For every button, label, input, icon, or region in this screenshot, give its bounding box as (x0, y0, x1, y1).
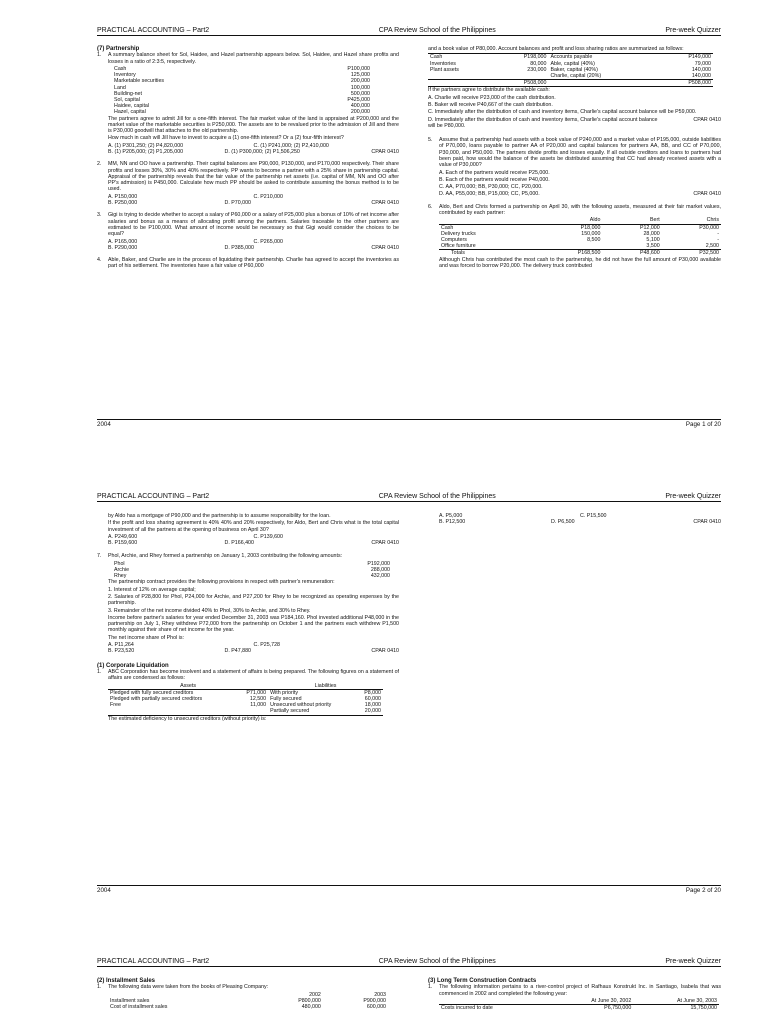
text-p2-q7_text: Phol, Archie, and Rhey formed a partnership on January 1, 2003 contributing the following amounts: (108, 553, 343, 560)
text-p1-q1_items-6-label: Haidee, capital (114, 103, 150, 110)
text-p1-q1_items-6-amount: 400,000 (350, 103, 370, 110)
text-header-left: PRACTICAL ACCOUNTING – Part2 (97, 493, 210, 500)
text-p1-r_table-2-0: Plant assets (430, 66, 459, 73)
text-p1-q2_text: MM, NN and OO have a partnership. Their capital balances are P90,000, P130,000, and P170,000 respectively. Their share profits and losses 30%, 30% and 40% respectively. PP wants to become a partner with a 25% share in partnership capital. Appraisal of the partnership reveals that the fair value of the partnership net assets (i.e. capital of MM, NN and OO after PP's admission) is P450,000. Calculate how much PP should be asked to contribute assuming the bonus method is to be used. (108, 161, 399, 193)
text-p1-r_table-1-0: Inventories (430, 60, 456, 67)
text-p2-q7_items-0-label: Phol (114, 560, 125, 567)
text-p2-r_c: C. P15,500 (580, 513, 607, 519)
text-p1-r_table-2-3: 140,000 (691, 66, 711, 73)
text-p2-t_c: C. P139,600 (253, 533, 283, 540)
text-p1-q6_rows-3-3: 2,500 (705, 243, 719, 250)
question: 7. Phol, Archie, and Rhey formed a partnership on January 1, 2003 contributing the following amounts: Phol P192,000 Archie 288,000 Rhey 432,000 The partnership contract provides the following provisions in respect with partner's remuneration: 1. Interest of 12% on average capital; 2. Salaries of P28,800 for Phol, P24,000 for Archie, and P27,200 for Rhey to be recognized as operating expenses by the partnership. 3. Remainder of the net income divided 40% to Phol, 30% to Archie, and 30% to Rhey. Income before partner's salaries for year ended December 31, 2003 was P184,160. Phol invested additional P48,000 in the partnership on July 1, Rhey withdrew P72,000 from the partnership on October 1 and the partners each withdrew P1,500 monthly against their share of net income for the year. The net income share of Phol is: A. P11,264 C. P25,728 B. P23,520 D. P47,880 CPAR 0410 (97, 553, 399, 655)
text-p3-q9_text: The following data were taken from the books of Pleasing Company: (108, 984, 269, 991)
text-p1-q2_src: CPAR 0410 (371, 200, 399, 207)
text-p1-q5_a: A. Each of the partners would receive P25,000. (439, 169, 550, 176)
section-title: (3) Long Term Construction Contracts (428, 978, 537, 984)
text-p1-q6_head-2: Bert (602, 217, 661, 224)
question: 1. ABC Corporation has become insolvent and a statement of affairs is being prepared. The following figures on a statement of affairs are condensed as follows: Assets Liabilities Pledged with fully secured creditors P71,000 With priority P8,000 Pledged with partially secured creditors 12,500 Fully secured 60,000 Free 11,000 Unsecured without priority 18,000 Partially secured 20,000 The estimated deficiency to unsecured creditors (without priority) is: (97, 668, 399, 722)
construction-table (439, 998, 719, 1011)
text-p1-q6_rows-2-0: Computers (441, 236, 467, 243)
text-p1-r_table-0-3: P149,000 (688, 54, 711, 61)
text-p1-r_table-0-0: Cash (430, 54, 443, 61)
text-p1-r_text1: and a book value of P80,000. Account balances and profit and loss sharing ratios are summarized as follows: (428, 46, 684, 52)
text-p1-q1_items-1-label: Inventory (114, 72, 136, 79)
section-title: (7) Partnership (97, 46, 140, 52)
text-p3-q9_head-2: 2003 (374, 991, 386, 998)
text-p2-q7_items-2-label: Rhey (114, 573, 127, 580)
footer-page: Page 1 of 20 (685, 421, 721, 428)
text-p2-q7_items-1-amount: 288,000 (370, 566, 390, 573)
text-p1-q2_b: B. P250,000 (108, 200, 138, 207)
text-p3-q10_head-0 (439, 998, 548, 1005)
text-p2-q8_rows-2-2: Unsecured without priority (270, 702, 332, 709)
text-p1-r_table-1-3: 79,000 (694, 60, 711, 67)
page-1 (0, 0, 768, 430)
text-p2-q8_rows-2-0: Free (110, 702, 121, 709)
page-footer (97, 419, 721, 428)
text-p2-r_b: B. P12,500 (439, 519, 466, 526)
text-p2-r_d: D. P6,500 (551, 519, 575, 526)
text-p1-q1_items-3-label: Land (114, 84, 126, 91)
text-header-left: PRACTICAL ACCOUNTING – Part2 (97, 958, 210, 965)
text-p2-q8_rows-2-1: 11,000 (250, 702, 267, 709)
text-footer-page2: Page 2 of 20 (685, 887, 721, 894)
text-p2-q7_items-0-amount: P192,000 (367, 560, 390, 567)
text-p2-t_src: CPAR 0410 (371, 540, 399, 547)
text-p1-q6_rows-4-3: P32,500 (662, 250, 721, 257)
text-p1-q1_d: D. (1) P300,000; (2) P1,506,250 (224, 149, 300, 155)
text-p1-q1_b: B. (1) P205,000; (2) P1,205,000 (108, 149, 184, 155)
page-header (97, 958, 721, 967)
text-p2-t1: by Aldo has a mortgage of P90,000 and the partnership is to assume responsibility for the loan. (108, 513, 331, 519)
text-p1-r_tot2: P508,000 (659, 80, 713, 87)
text-p1-q6_rows-0-2: P12,000 (639, 224, 660, 231)
text-p1-q1_items-7-label: Hazel, capital (114, 109, 146, 116)
text-p1-q6_head-3: Chris (662, 217, 721, 224)
text-p2-q7_list-2: 3. Remainder of the net income divided 40% to Phol, 30% to Archie, and 30% to Rhey. (108, 607, 311, 614)
text-p3-q10_rows-0-2: 15,750,000 (690, 1005, 717, 1012)
left-column (97, 513, 399, 723)
text-p1-q1_items-4-label: Building-net (114, 90, 142, 97)
text-p3-q9_rows-1-1: 480,000 (301, 1004, 321, 1010)
text-p2-t2: If the profit and loss sharing agreement is 40% 40% and 20% respectively, for Aldo, Bert and Chris what is the total capital investment of all the partners at the opening of business on April 30? (108, 520, 399, 533)
text-p3-q9_rows-0-1: P800,000 (298, 997, 321, 1004)
text-p2-q7_d: D. P47,880 (224, 648, 252, 655)
text-p3-q10_head-1: At June 30, 2002 (548, 998, 634, 1005)
choices (428, 519, 721, 525)
text-p1-q1_items-7-amount: 200,000 (350, 109, 370, 116)
text-header-center: CPA Review School of the Philippines (378, 958, 496, 965)
text-p2-q8_rows-1-0: Pledged with partially secured creditors (110, 695, 203, 702)
text-p1-q1_items-2-amount: 200,000 (350, 78, 370, 85)
header-left: PRACTICAL ACCOUNTING – Part2 (97, 27, 210, 34)
question: 1. The following data were taken from the books of Pleasing Company: 2002 2003 Installment sales P800,000 P900,000 Cost of installment sales 480,000 600,000 (97, 984, 399, 1010)
text-p1-q1_items-1-amount: 125,000 (350, 72, 370, 79)
text-p2-q8_rows-1-1: 12,500 (249, 695, 267, 702)
text-p1-q6_head-0 (439, 217, 536, 224)
choices (428, 117, 721, 130)
text-p2-q8_rows-0-2: With priority (270, 689, 299, 696)
text-p2-r_a: A. P5,000 (439, 513, 463, 519)
text-p1-q6_rows-1-3: - (717, 230, 719, 237)
text-p1-q6_rows-1-0: Delivery trucks (441, 230, 476, 237)
text-p2-q7_text3: Income before partner's salaries for year ended December 31, 2003 was P184,160. Phol invested additional P48,000 in the partnership on July 1, Rhey withdrew P72,000 from the partnership on October 1 and the partners each withdrew P1,500 monthly against their share of net income for the year. (108, 614, 399, 634)
text-p1-q4_text: Able, Baker, and Charlie are in the process of liquidating their partnership. Charlie has agreed to accept the inventories as part of his settlement. The inventories have a fair value of P60,000 (108, 257, 399, 270)
text-p2-q7_items-2-amount: 432,000 (370, 573, 390, 580)
text-p1-q6_head-1: Aldo (536, 217, 603, 224)
header-center: CPA Review School of the Philippines (378, 27, 496, 34)
text-p1-q3_a: A. P165,000 (108, 238, 138, 245)
text-p3-q10_head-2: At June 30, 2003 (633, 998, 719, 1005)
text-p1-q6_rows-3-1 (536, 243, 603, 250)
question: 2. MM, NN and OO have a partnership. Their capital balances are P90,000, P130,000, and P170,000 respectively. Their share profits and losses 30%, 30% and 40% respectively. PP wants to become a partner with a 25% share in partnership capital. Appraisal of the partnership reveals that the fair value of the partnership net assets (i.e. capital of MM, NN and OO after PP's admission) is P450,000. Calculate how much PP should be asked to contribute assuming the bonus method is to be used. A. P150,000 C. P210,000 B. P250,000 D. P70,000 CPAR 0410 (97, 161, 399, 207)
text-p1-q5_d: D. AA, P55,000; BB, P15,000; CC, P5,000. (439, 191, 540, 198)
text-p1-q1_items-3-amount: 100,000 (350, 84, 370, 91)
text-p1-q6_rows-0-0: Cash (441, 224, 454, 231)
right-column (428, 513, 721, 526)
text-p2-q7_b: B. P23,520 (108, 648, 135, 655)
text-p1-r_src: CPAR 0410 (693, 116, 721, 123)
text-p3-q10_rows-0-1: P6,750,000 (604, 1005, 632, 1012)
text-p2-q8_rows-3-3: 20,000 (355, 708, 383, 715)
liquidation-table (428, 53, 713, 87)
text-header-center: CPA Review School of the Philippines (378, 493, 496, 500)
question: 6. Aldo, Bert and Chris formed a partnership on April 30, with the following assets, measured at their fair market values, contributed by each partner: Aldo Bert Chris Cash P18,000 P12,000 P30,000 Delivery trucks 150,000 28,000 - Computers 8,500 5,100 - Office furniture 3,500 2,500 Totals P168,500 P48,600 P32,500 Although Chris has contributed the most cash to the partnership, he did not have the full amount of P30,000 available and was forced to borrow P20,000. The delivery truck contributed (428, 203, 721, 269)
text-p1-q3_text: Gigi is trying to decide whether to accept a salary of P60,000 or a salary of P25,000 plus a bonus of 10% of net income after salaries and bonus as a means of allocating profit among the partners. Salaries traceable to the other partners are estimated to be P100,000. What amount of income would be necessary so that Gigi would consider the choices to be equal? (108, 212, 399, 238)
text-p1-q6_rows-1-2: 28,000 (643, 230, 660, 237)
text-p1-q6_text2: Although Chris has contributed the most cash to the partnership, he did not have the full amount of P30,000 available and was forced to borrow P20,000. The delivery truck contributed (439, 256, 721, 269)
text-p1-r_table-1-1: 80,000 (530, 60, 547, 67)
text-p2-q8_rows-0-3: P8,000 (364, 689, 381, 696)
header-right: Pre-week Quizzer (665, 27, 721, 34)
choices (108, 149, 399, 155)
text-p1-r_table-0-1: P198,000 (523, 54, 547, 61)
question: 1. The following information pertains to a river-control project of Rafhaus Konstrukt Inc. in Santiago, Isabela that was commenced in 2002 and completed the following year: At June 30, 2002 At June 30, 2003 Costs incurred to date P6,750,000 15,750,000 (428, 984, 721, 1012)
text-p1-q1_a: A. (1) P301,250; (2) P4,820,000 (108, 142, 184, 149)
text-p1-q1_items-4-amount: 500,000 (350, 90, 370, 97)
text-p2-q8_rows-1-2: Fully secured (270, 695, 302, 702)
text-p2-q7_c: C. P25,728 (253, 642, 281, 649)
text-p1-q1_text3: How much in cash will Jill have to invest to acquire a (1) one-fifth interest? Or a (2) four-fifth interest? (108, 135, 344, 142)
text-p1-q6_rows-2-1: 8,500 (587, 236, 601, 243)
choices (108, 245, 399, 251)
text-p2-q8_head-1: Liabilities (268, 683, 383, 690)
text-p2-q8_rows-0-0: Pledged with fully secured creditors (110, 689, 194, 696)
text-p1-q3_b: B. P290,000 (108, 244, 138, 251)
text-p1-r_table-1-2: Able, capital (40%) (550, 60, 595, 67)
text-p2-q7_list-0: 1. Interest of 12% on average capital; (108, 586, 196, 593)
text-p1-q1_items-2-label: Marketable securities (114, 78, 165, 85)
section-title: (1) Corporate Liquidation (97, 662, 169, 669)
contribution-table (439, 217, 721, 256)
left-column (97, 46, 399, 271)
text-p1-q6_rows-4-1: P168,500 (536, 250, 603, 257)
text-p2-q7_text4: The net income share of Phol is: (108, 634, 184, 641)
text-p1-q1_src: CPAR 0410 (371, 149, 399, 155)
text-p1-q3_d: D. P385,000 (224, 244, 254, 251)
text-p1-q3_c: C. P265,000 (253, 238, 283, 245)
text-p1-r_table-2-1: 230,000 (527, 66, 547, 73)
text-p3-q9_rows-0-0: Installment sales (110, 997, 150, 1004)
text-p1-r_a: A. Charlie will receive P23,000 of the cash distribution. (428, 94, 556, 101)
text-p1-q5_c: C. AA, P70,000; BB, P30,000; CC, P20,000. (439, 184, 543, 191)
text-header-right: Pre-week Quizzer (665, 958, 721, 965)
contribution-table (112, 561, 392, 580)
section-title: (2) Installment Sales (97, 978, 156, 984)
right-column (428, 978, 721, 1011)
text-p1-q1_text2: The partners agree to admit Jill for a one-fifth interest. The fair market value of the land is appraised at P200,000 and the market value of the marketable securities is P250,000. The assets are to be revalued prior to the admission of Jill and there is P30,000 goodwill that attaches to the old partnership. (108, 115, 399, 135)
text-p2-q8_rows-2-3: 18,000 (364, 702, 381, 709)
text-p1-r_table-3-2: Charlie, capital (20%) (550, 72, 602, 79)
text-p1-r_d: D. Immediately after the distribution of cash and inventory items, Charlie's capital account balance will be P80,000. (428, 116, 658, 129)
page-header (97, 27, 721, 36)
text-p3-q9_rows-1-2: 600,000 (366, 1004, 386, 1010)
question: 3. Gigi is trying to decide whether to accept a salary of P60,000 or a salary of P25,000 plus a bonus of 10% of net income after salaries and bonus as a means of allocating profit among the partners. Salaries traceable to the other partners are estimated to be P100,000. What amount of income would be necessary so that Gigi would consider the choices to be equal? A. P165,000 C. P265,000 B. P290,000 D. P385,000 CPAR 0410 (97, 212, 399, 251)
text-p2-q7_text2: The partnership contract provides the following provisions in respect with partner's remuneration: (108, 579, 335, 586)
text-p1-q1_items-0-label: Cash (114, 65, 127, 72)
statement-of-affairs-table (108, 683, 383, 716)
text-p1-q1_c: C. (1) P241,000; (2) P2,410,000 (253, 142, 329, 149)
choices (108, 200, 399, 206)
text-p1-q6_rows-3-2: 3,500 (646, 243, 660, 250)
text-p2-q8_text: ABC Corporation has become insolvent and a statement of affairs is being prepared. The following figures on a statement of affairs are condensed as follows: (108, 668, 399, 682)
text-p1-q1_items-0-amount: P100,000 (347, 65, 370, 72)
text-p1-q2_d: D. P70,000 (224, 200, 252, 207)
question: 1. A summary balance sheet for Sol, Haidee, and Hazel partnership appears below. Sol, Haidee, and Hazel share profits and losses in a ratio of 2:3:5, respectively. Cash P100,000 Inventory 125,000 Marketable securities 200,000 Land 100,000 Building-net 500,000 Sol, capital P425,000 Haidee, capital 400,000 Hazel, capital 200,000 The partners agree to admit Jill for a one-fifth interest. The fair market value of the land is appraised at P200,000 and the market value of the marketable securities is P250,000. The assets are to be revalued prior to the admission of Jill and there is P30,000 goodwill that attaches to the old partnership. How much in cash will Jill have to invest to acquire a (1) one-fifth interest? Or a (2) four-fifth interest? A. (1) P301,250; (2) P4,820,000 C. (1) P241,000; (2) P2,410,000 B. (1) P205,000; (2) P1,205,000 D. (1) P300,000; (2) P1,506,250 CPAR 0410 (97, 52, 399, 155)
text-p1-q6_rows-4-2: P48,600 (602, 250, 661, 257)
text-p1-q6_rows-3-0: Office furniture (441, 243, 476, 250)
text-p2-q8_rows-1-3: 60,000 (364, 695, 381, 702)
text-p3-q9_rows-1-0: Cost of installment sales (110, 1004, 168, 1010)
text-p1-q2_c: C. P210,000 (253, 193, 283, 200)
text-p2-q7_list-1: 2. Salaries of P28,800 for Phol, P24,000 for Archie, and P27,200 for Rhey to be recognized as operating expenses by the partnership. (108, 593, 399, 607)
text-p2-r_src: CPAR 0410 (693, 519, 721, 526)
text-p3-q9_rows-0-2: P900,000 (363, 997, 386, 1004)
text-p1-q6_rows-4-0: Totals (439, 250, 536, 257)
text-p1-r_table-3-3: 140,000 (691, 72, 711, 79)
text-p2-t_d: D. P166,400 (224, 540, 254, 547)
text-p2-q7_items-1-label: Archie (114, 566, 130, 573)
text-p1-q6_text: Aldo, Bert and Chris formed a partnership on April 30, with the following assets, measured at their fair market values, contributed by each partner: (439, 203, 721, 217)
question: 5. Assume that a partnership had assets with a book value of P240,000 and a market value of P195,000, outside liabilities of P70,000, loans payable to partner AA of P20,000 and capital balances for partners AA, BB, and CC of P70,000, P30,000, and P50,000. The partners divide profits and losses equally. If all outside creditors and loans to partners had been paid, how would the balance of the assets be distributed assuming that CC had already received assets with a value of P30,000? A. Each of the partners would receive P25,000. B. Each of the partners would receive P40,000. C. AA, P70,000; BB, P30,000; CC, P20,000. D. AA, P55,000; BB, P15,000; CC, P5,000. CPAR 0410 (428, 137, 721, 198)
text-p2-q7_src: CPAR 0410 (371, 648, 399, 655)
footer-year: 2004 (97, 421, 111, 428)
text-p2-t_a: A. P249,600 (108, 533, 138, 540)
text-p1-r_b: B. Baker will receive P40,667 of the cash distribution. (428, 101, 553, 108)
page-header (97, 493, 721, 502)
choices (439, 191, 721, 197)
text-p1-q5_src: CPAR 0410 (693, 191, 721, 198)
text-p1-r_tot1: P508,000 (494, 80, 548, 87)
page-footer (97, 885, 721, 894)
choices (108, 648, 399, 654)
text-p1-q1_items-5-label: Sol, capital (114, 96, 140, 103)
text-p1-r_text2: If the partners agree to distribute the available cash: (428, 87, 550, 94)
choices (108, 540, 399, 546)
text-p1-q1_text: A summary balance sheet for Sol, Haidee, and Hazel partnership appears below. Sol, Haidee, and Hazel share profits and losses in a ratio of 2:3:5, respectively. (108, 52, 399, 65)
text-p2-q8_head-0: Assets (108, 683, 268, 690)
text-p3-q10_rows-0-0: Costs incurred to date (441, 1005, 493, 1012)
text-footer-year: 2004 (97, 887, 111, 894)
balance-table (112, 66, 372, 116)
text-p1-q6_rows-0-3: P30,000 (699, 224, 719, 231)
text-p1-q6_rows-1-1: 150,000 (581, 230, 601, 237)
question: 4. Able, Baker, and Charlie are in the process of liquidating their partnership. Charlie has agreed to accept the inventories as part of his settlement. The inventories have a fair value of P60,000 (97, 257, 399, 270)
text-p1-q5_b: B. Each of the partners would receive P40,000. (439, 176, 550, 183)
text-p1-q6_rows-2-2: 5,100 (646, 236, 660, 243)
text-p3-q10_text: The following information pertains to a river-control project of Rafhaus Konstrukt Inc. in Santiago, Isabela that was commenced in 2002 and completed the following year: (439, 984, 721, 997)
text-p2-q8_rows-0-1: P71,000 (246, 689, 267, 696)
text-p2-q8_text2: The estimated deficiency to unsecured creditors (without priority) is: (108, 715, 267, 722)
text-p1-q6_rows-2-3: - (717, 236, 719, 243)
text-p3-q9_head-1: 2002 (309, 991, 321, 998)
text-p1-r_table-2-2: Baker, capital (40%) (550, 66, 598, 73)
text-p2-t_b: B. P159,600 (108, 540, 138, 547)
text-p1-r_c: C. Immediately after the distribution of cash and inventory items, Charlie's capital account balance will be P59,000. (428, 109, 697, 116)
installment-table (108, 992, 388, 1011)
text-header-right: Pre-week Quizzer (665, 493, 721, 500)
text-p1-q5_text: Assume that a partnership had assets with a book value of P240,000 and a market value of P195,000, outside liabilities of P70,000, loans payable to partner AA of P20,000 and capital balances for partners AA, BB, and CC of P70,000, P30,000, and P50,000. The partners divide profits and losses equally. If all outside creditors and loans to partners had been paid, how would the balance of the assets be distributed assuming that CC had already received assets with a value of P30,000? (439, 137, 721, 169)
text-p2-q7_a: A. P11,264 (108, 642, 134, 649)
text-p1-r_table-0-2: Accounts payable (550, 54, 593, 61)
text-p1-q2_a: A. P150,000 (108, 193, 138, 200)
text-p1-q6_rows-0-1: P18,000 (580, 224, 601, 231)
right-column (428, 46, 721, 270)
text-p1-q1_items-5-amount: P425,000 (347, 96, 370, 103)
left-column (97, 978, 399, 1010)
text-p1-q3_src: CPAR 0410 (371, 244, 399, 251)
text-p2-q8_rows-3-2: Partially secured (268, 708, 355, 715)
